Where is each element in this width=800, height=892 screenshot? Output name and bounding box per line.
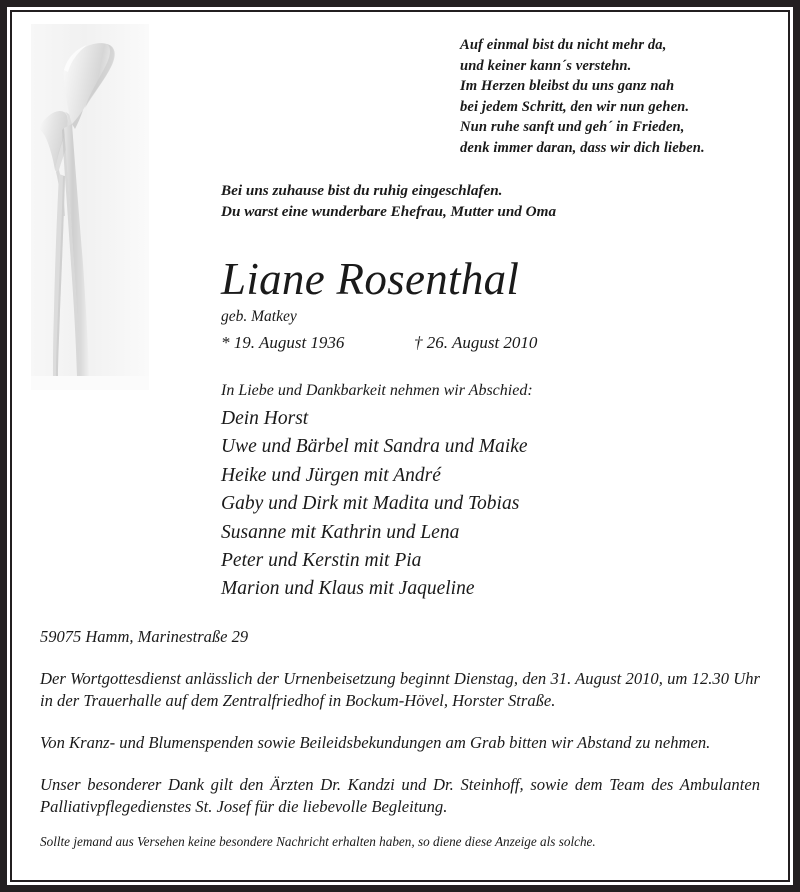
verse-line: Nun ruhe sanft und geh´ in Frieden, [460,119,685,135]
verse-line: Auf einmal bist du nicht mehr da, [460,37,667,53]
verse-line: Im Herzen bleibst du uns ganz nah [460,78,675,94]
death-notice-page [12,12,788,880]
deceased-maiden-name: geb. Matkey [221,308,297,325]
list-item: Susanne mit Kathrin und Lena [221,521,460,543]
list-item: Gaby und Dirk mit Madita und Tobias [221,493,520,515]
verse-line: bei jedem Schritt, den wir nun gehen. [460,98,690,115]
intro-line: Du warst eine wunderbare Ehefrau, Mutter und Oma [221,203,557,220]
birth-date: * 19. August 1936 [221,333,345,352]
verse-line: und keiner kann´s verstehn. [460,57,632,74]
deceased-dates [221,332,760,353]
list-item: Uwe und Bärbel mit Sandra und Maike [221,436,528,458]
survivors-list [40,405,760,604]
death-date: † 26. August 2010 [414,333,538,352]
deceased-name: Liane Rosenthal [221,254,520,304]
death-notice-inner-border [10,10,790,882]
calla-lily-photo [31,24,149,390]
farewell-heading: In Liebe und Dankbarkeit nehmen wir Abschied: [221,382,533,399]
verse-line: denk immer daran, dass wir dich lieben. [460,139,705,156]
intro-line: Bei uns zuhause bist du ruhig eingeschlafen. [221,182,503,199]
notice-disclaimer: Sollte jemand aus Versehen keine besondere Nachricht erhalten haben, so diene diese Anzeige als solche. [40,833,596,849]
flowers-request: Von Kranz- und Blumenspenden sowie Beileidsbekundungen am Grab bitten wir Abstand zu nehmen. [40,733,711,753]
list-item: Marion und Klaus mit Jaqueline [221,578,475,600]
list-item: Peter und Kerstin mit Pia [221,550,422,572]
family-address: 59075 Hamm, Marinestraße 29 [40,626,249,646]
thanks-note: Unser besonderer Dank gilt den Ärzten Dr. Kandzi und Dr. Steinhoff, sowie dem Team des Ambulanten Palliativpflegedienstes St. Josef für die liebevolle Begleitung. [40,774,760,817]
list-item: Heike und Jürgen mit André [221,464,441,486]
list-item: Dein Horst [221,408,309,429]
service-details: Der Wortgottesdienst anlässlich der Urnenbeisetzung beginnt Dienstag, den 31. August 2010, um 12.30 Uhr in der Trauerhalle auf dem Zentralfriedhof in Bockum-Hövel, Horster Straße. [40,668,760,711]
